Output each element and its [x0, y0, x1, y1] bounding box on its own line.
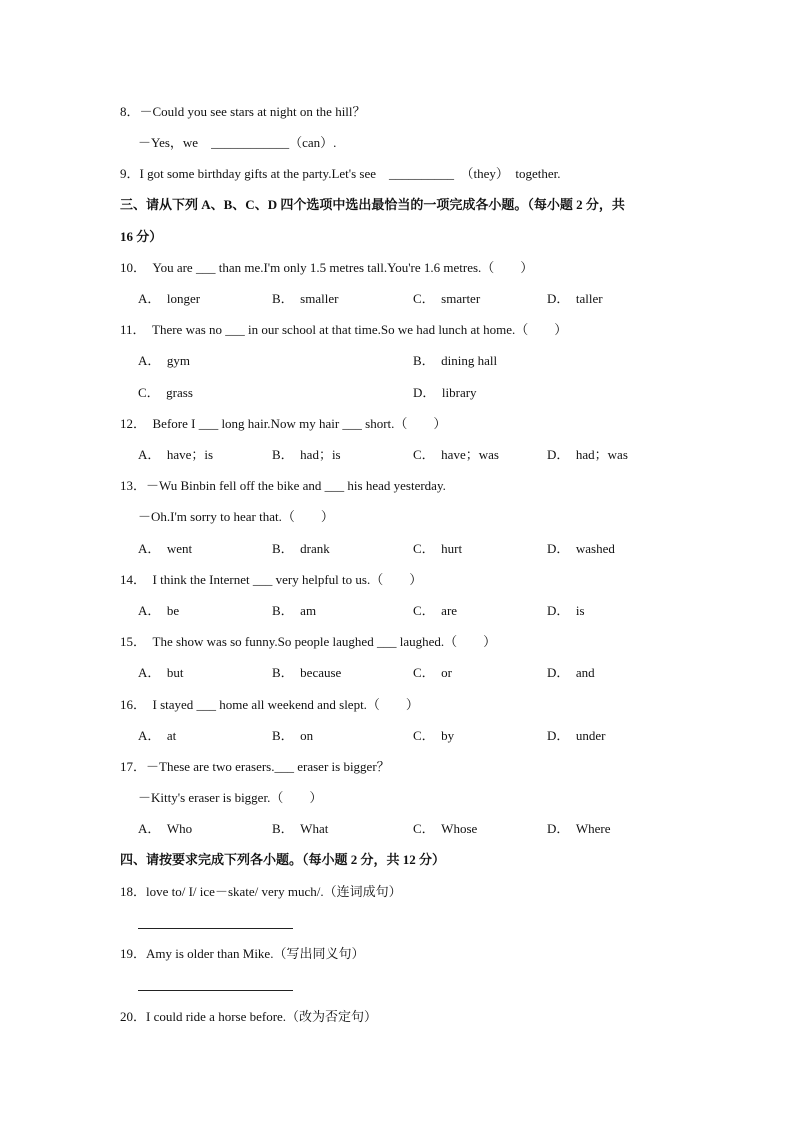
question-17-option-d[interactable]: D． Where — [547, 821, 611, 836]
question-8-stem: 8．－Could you see stars at night on the hill？ — [120, 104, 366, 119]
question-14-stem: 14． I think the Internet ___ very helpful to us.（ ） — [120, 572, 423, 587]
question-8-answer-line: －Yes，we ____________（can）. — [138, 135, 337, 150]
question-13-option-b[interactable]: B． drank — [272, 541, 330, 556]
question-16-option-c[interactable]: C． by — [413, 728, 455, 743]
question-16-option-b[interactable]: B． on — [272, 728, 314, 743]
question-13-option-c[interactable]: C． hurt — [413, 541, 463, 556]
question-12-option-d[interactable]: D． had；was — [547, 447, 628, 462]
question-11-option-a[interactable]: A． gym — [138, 353, 191, 368]
section-4-heading: 四、请按要求完成下列各小题。（每小题 2 分，共 12 分） — [120, 852, 446, 867]
question-14-option-d[interactable]: D． is — [547, 603, 585, 618]
question-18-answer-blank[interactable] — [138, 928, 293, 929]
question-15-option-c[interactable]: C． or — [413, 665, 453, 680]
question-16-option-a[interactable]: A． at — [138, 728, 177, 743]
question-10-option-c[interactable]: C． smarter — [413, 291, 481, 306]
question-10-option-b[interactable]: B． smaller — [272, 291, 339, 306]
question-13-option-a[interactable]: A． went — [138, 541, 193, 556]
question-17-stem-reply: －Kitty's eraser is bigger.（ ） — [138, 790, 323, 805]
question-15-option-a[interactable]: A． but — [138, 665, 184, 680]
question-13-stem: 13．－Wu Binbin fell off the bike and ___ his head yesterday. — [120, 478, 446, 493]
question-10-option-a[interactable]: A． longer — [138, 291, 201, 306]
question-12-option-c[interactable]: C． have；was — [413, 447, 499, 462]
section-3-heading: 三、请从下列 A、B、C、D 四个选项中选出最恰当的一项完成各小题。（每小题 2 分，共 — [120, 197, 625, 212]
question-13-option-d[interactable]: D． washed — [547, 541, 615, 556]
section-3-heading-cont: 16 分） — [120, 229, 163, 244]
question-14-option-b[interactable]: B． am — [272, 603, 317, 618]
question-15-option-d[interactable]: D． and — [547, 665, 595, 680]
question-13-stem-reply: －Oh.I'm sorry to hear that.（ ） — [138, 509, 334, 524]
question-11-option-d[interactable]: D． library — [413, 385, 477, 400]
question-17-option-b[interactable]: B． What — [272, 821, 329, 836]
question-15-stem: 15． The show was so funny.So people laughed ___ laughed.（ ） — [120, 634, 497, 649]
question-11-option-b[interactable]: B． dining hall — [413, 353, 498, 368]
question-17-option-c[interactable]: C． Whose — [413, 821, 478, 836]
question-15-option-b[interactable]: B． because — [272, 665, 342, 680]
question-11-stem: 11． There was no ___ in our school at that time.So we had lunch at home.（ ） — [120, 322, 568, 337]
question-16-option-d[interactable]: D． under — [547, 728, 606, 743]
question-14-option-a[interactable]: A． be — [138, 603, 180, 618]
question-17-option-a[interactable]: A． Who — [138, 821, 193, 836]
question-11-option-c[interactable]: C． grass — [138, 385, 193, 400]
question-10-option-d[interactable]: D． taller — [547, 291, 603, 306]
question-14-option-c[interactable]: C． are — [413, 603, 458, 618]
question-12-option-a[interactable]: A． have；is — [138, 447, 214, 462]
question-16-stem: 16． I stayed ___ home all weekend and slept.（ ） — [120, 697, 419, 712]
question-20-stem: 20．I could ride a horse before.（改为否定句） — [120, 1009, 378, 1024]
question-10-stem: 10． You are ___ than me.I'm only 1.5 metres tall.You're 1.6 metres.（ ） — [120, 260, 534, 275]
question-19-answer-blank[interactable] — [138, 990, 293, 991]
question-12-option-b[interactable]: B． had；is — [272, 447, 341, 462]
question-19-stem: 19．Amy is older than Mike.（写出同义句） — [120, 946, 365, 961]
question-17-stem: 17．－These are two erasers.___ eraser is bigger？ — [120, 759, 390, 774]
question-12-stem: 12． Before I ___ long hair.Now my hair ___ short.（ ） — [120, 416, 447, 431]
question-18-stem: 18．love to/ I/ ice－skate/ very much/.（连词成句） — [120, 884, 402, 899]
question-9-stem: 9．I got some birthday gifts at the party.Let's see __________ （they） together. — [120, 166, 561, 181]
